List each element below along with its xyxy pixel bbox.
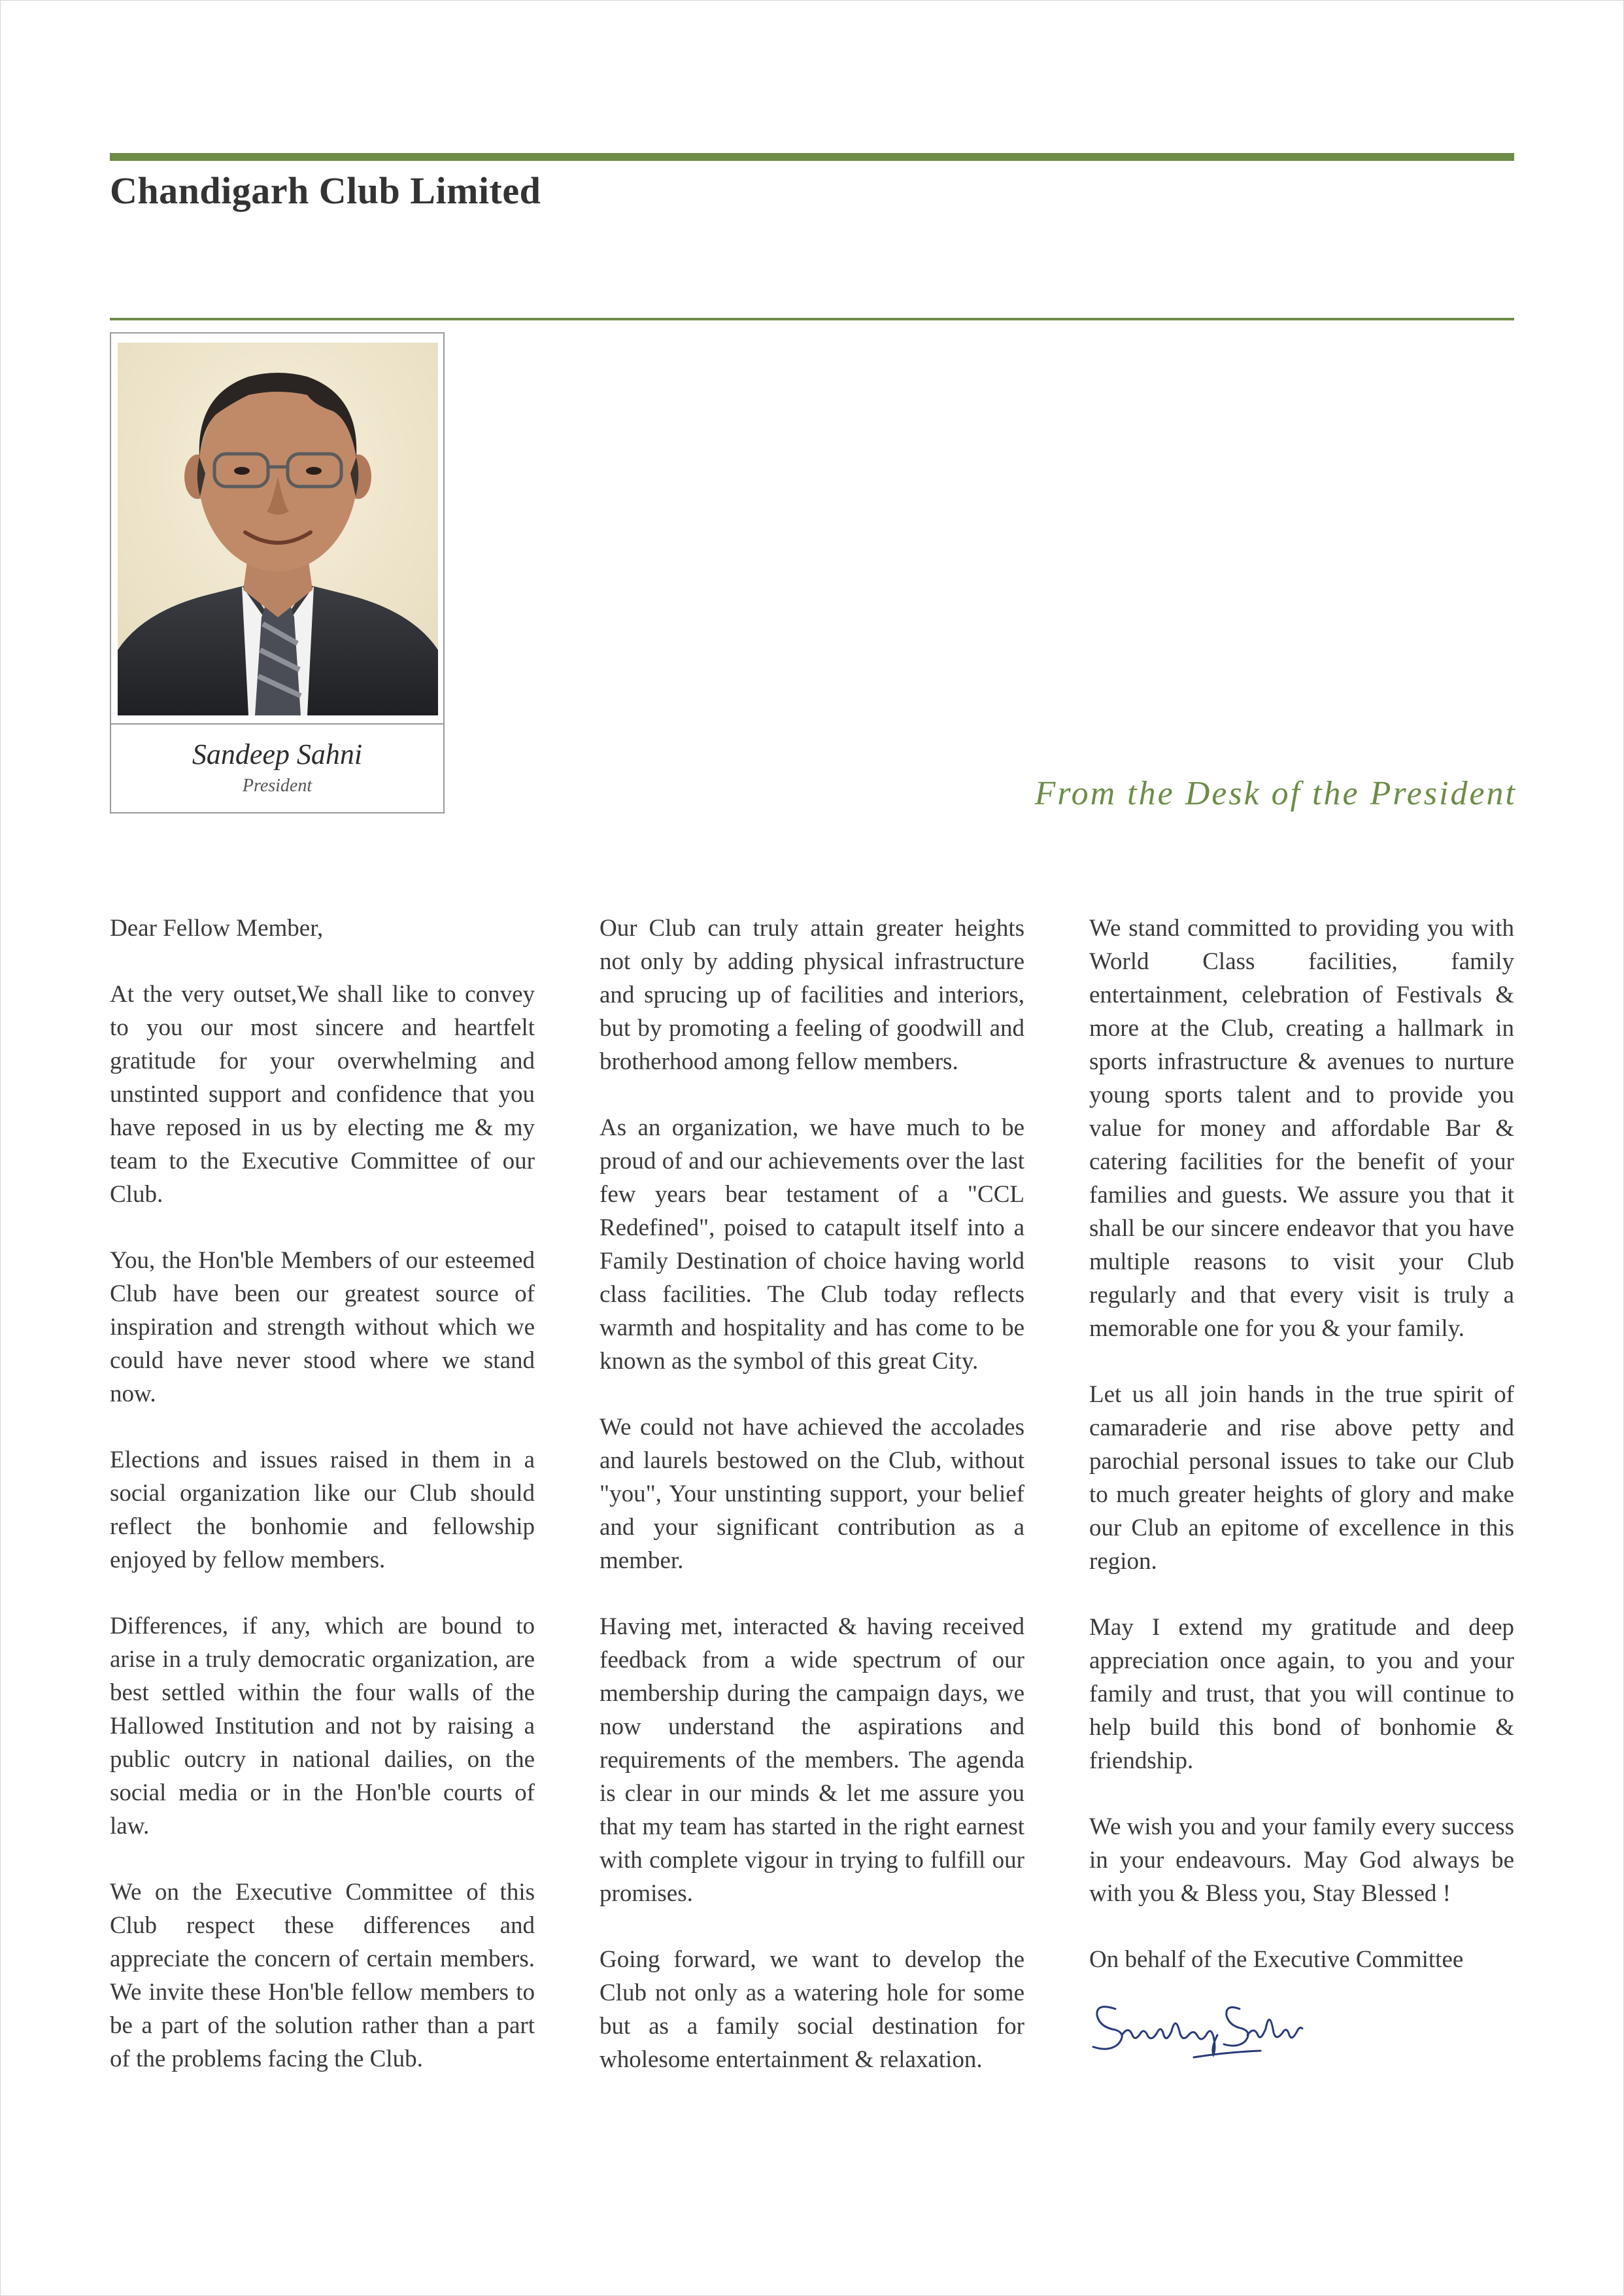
president-photo-card (110, 332, 445, 814)
handwritten-signature (1089, 1989, 1311, 2061)
letter-paragraph: We stand committed to providing you with World Class facilities, family entertainment, celebration of Festivals & more at the Club, creating a hallmark in sports infrastructure & avenues to nurture young sports talent and to provide you value for money and affordable Bar & catering facilities for the benefit of your families and guests. We assure you that it shall be our sincere endeavor that you have multiple reasons to visit your Club regularly and that every visit is truly a memorable one for you & your family. (1089, 915, 1514, 1342)
letter-paragraph: At the very outset,We shall like to convey to you our most sincere and heartfelt gratitude for your overwhelming and unstinted support and confidence that you have reposed in us by electing me & my team to the Executive Committee of our Club. (110, 981, 535, 1208)
letter-paragraph: We could not have achieved the accolades and laurels bestowed on the Club, without "you", Your unstinting support, your belief and your significant contribution as a member. (600, 1414, 1024, 1574)
letter-paragraph: We wish you and your family every success in your endeavours. May God always be with you & Bless you, Stay Blessed ! (1089, 1813, 1514, 1907)
letter-paragraph: Let us all join hands in the true spirit of camaraderie and rise above petty and parochial personal issues to take our Club to much greater heights of glory and make our Club an epitome of excellence in this region. (1089, 1381, 1514, 1575)
section-heading: From the Desk of the President (1034, 775, 1517, 812)
letter-closing: On behalf of the Executive Committee (1089, 1946, 1464, 1973)
letter-column-1 (110, 912, 535, 2108)
letter-paragraph: Differences, if any, which are bound to arise in a truly democratic organization, are best settled within the four walls of the Hallowed Institution and not by raising a public outcry in national dailies, on the social media or in the Hon'ble courts of law. (110, 1613, 535, 1840)
letter-paragraph: May I extend my gratitude and deep appreciation once again, to you and your family and trust, that you will continue to help build this bond of bonhomie & friendship. (1089, 1614, 1514, 1774)
letter-paragraph: Our Club can truly attain greater heights not only by adding physical infrastructure and sprucing up of facilities and interiors, but by promoting a feeling of goodwill and brotherhood among fellow members. (600, 915, 1024, 1075)
letter-paragraph: You, the Hon'ble Members of our esteemed Club have been our greatest source of inspiration and strength without which we could have never stood where we stand now. (110, 1247, 535, 1407)
president-portrait (118, 343, 438, 715)
letter-paragraph: Going forward, we want to develop the Club not only as a watering hole for some but as a family social destination for wholesome entertainment & relaxation. (600, 1946, 1024, 2073)
letter-paragraph: We on the Executive Committee of this Club respect these differences and appreciate the concern of certain members. We invite these Hon'ble fellow members to be a part of the solution rather than a part of the problems facing the Club. (110, 1879, 535, 2072)
letter-paragraph: Elections and issues raised in them in a social organization like our Club should reflect the bonhomie and fellowship enjoyed by fellow members. (110, 1447, 535, 1573)
president-role: President (242, 776, 313, 796)
header-top-rule (110, 153, 1514, 161)
letter-column-2 (600, 912, 1024, 2109)
letter-salutation: Dear Fellow Member, (110, 915, 324, 942)
photo-card-divider (111, 723, 443, 725)
president-name: Sandeep Sahni (192, 738, 363, 770)
organization-name: Chandigarh Club Limited (110, 169, 541, 212)
letter-paragraph: As an organization, we have much to be proud of and our achievements over the last few years bear testament of a "CCL Redefined", poised to catapult itself into a Family Destination of choice having world class facilities. The Club today reflects warmth and hospitality and has come to be known as the symbol of this great City. (600, 1114, 1024, 1375)
letter-column-3 (1089, 912, 1514, 2061)
letter-paragraph: Having met, interacted & having received feedback from a wide spectrum of our membership during the campaign days, we now understand the aspirations and requirements of the members. The agenda is clear in our minds & let me assure you that my team has started in the right earnest with complete vigour in trying to fulfill our promises. (600, 1613, 1024, 1907)
header-bottom-rule (110, 318, 1514, 320)
